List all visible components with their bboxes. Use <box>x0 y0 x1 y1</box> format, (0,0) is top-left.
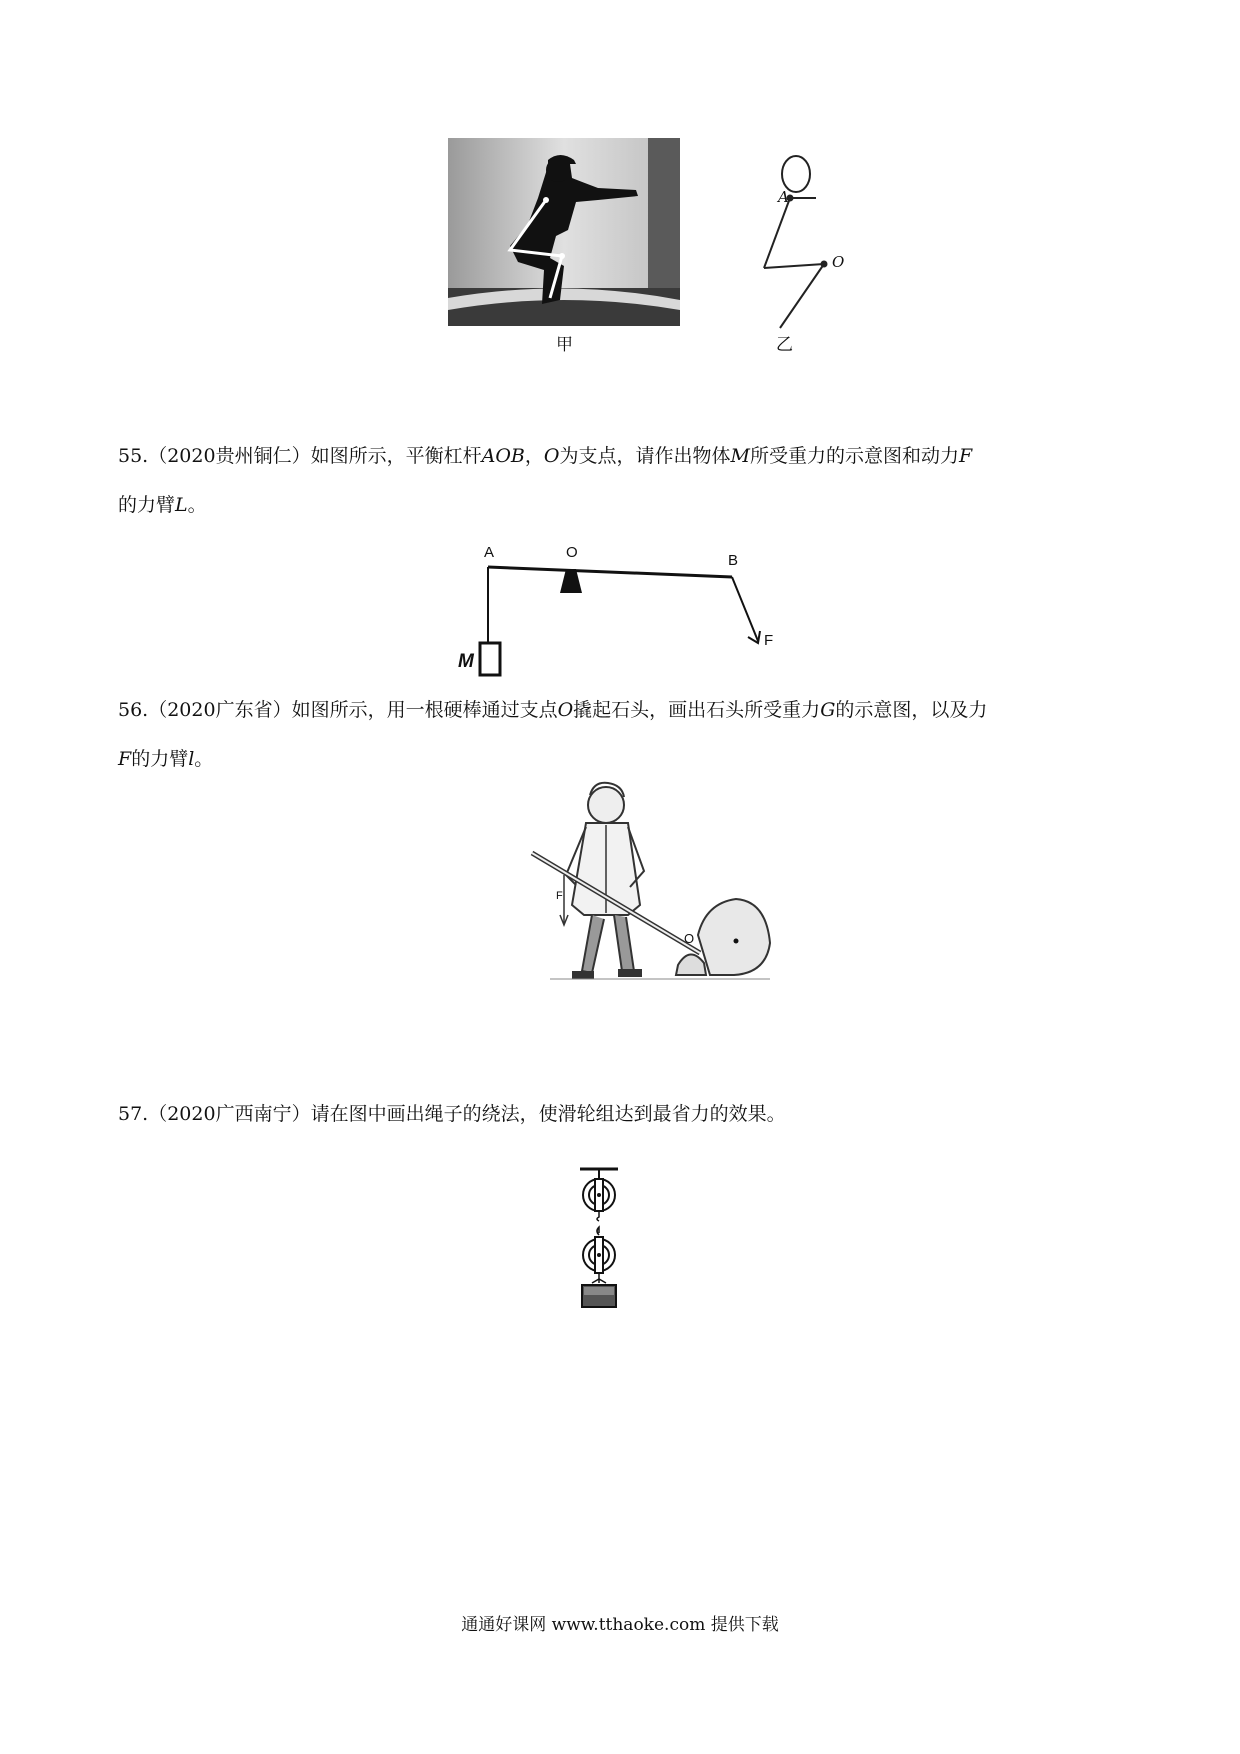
point-o-label: O <box>832 253 845 271</box>
q56-line-2b: 。 <box>194 748 214 770</box>
q56-text-1: 如图所示，用一根硬棒通过支点 <box>291 699 558 721</box>
pulley-block-diagram <box>568 1165 628 1325</box>
q57-line-1 <box>118 1100 786 1128</box>
figure-56-pry <box>530 775 780 995</box>
page-footer: 通通好课网 www.tthaoke.com 提供下载 <box>461 1615 779 1635</box>
q55-text-3: 所受重力的示意图和动力 <box>749 445 959 467</box>
figure-55-lever <box>450 535 790 685</box>
lever-label-a: A <box>484 544 495 561</box>
figure-54 <box>448 138 848 358</box>
q56-text-3: 的示意图，以及力 <box>835 699 988 721</box>
lever-label-b: B <box>728 552 739 569</box>
q55-comma: ， <box>524 445 544 467</box>
q57-source: （2020广西南宁） <box>148 1103 311 1125</box>
q55-line-2b: 。 <box>187 494 207 516</box>
q55-line-1 <box>118 442 972 470</box>
q56-f: F <box>118 748 132 770</box>
q55-l: L <box>175 494 188 516</box>
q56-l: l <box>188 748 195 770</box>
lever-label-o: O <box>566 544 578 561</box>
lever-label-m: M <box>458 651 474 672</box>
q55-aob: AOB <box>481 445 525 467</box>
q55-source: （2020贵州铜仁） <box>148 445 311 467</box>
pry-label-f: F <box>556 890 563 902</box>
q56-o: O <box>557 699 574 721</box>
q56-line-2a: 的力臂 <box>131 748 189 770</box>
q56-line-2 <box>118 745 213 773</box>
q57-number: 57. <box>118 1103 149 1125</box>
lever-aob-diagram <box>450 535 790 685</box>
q56-number: 56. <box>118 699 149 721</box>
q55-line-2a: 的力臂 <box>118 494 176 516</box>
q55-number: 55. <box>118 445 149 467</box>
q55-line-2 <box>118 491 207 519</box>
figure-57-pulley <box>568 1165 628 1325</box>
lever-label-f: F <box>764 632 774 649</box>
pry-label-o: O <box>684 931 695 946</box>
q55-text-1: 如图所示，平衡杠杆 <box>310 445 482 467</box>
man-prying-rock-illustration <box>530 775 780 995</box>
q56-source: （2020广东省） <box>148 699 292 721</box>
figure-jia-label: 甲 <box>556 335 573 355</box>
q56-line-1 <box>118 696 987 724</box>
q57-text: 请在图中画出绳子的绕法，使滑轮组达到最省力的效果。 <box>310 1103 786 1125</box>
lever-diagram-yi <box>728 148 848 348</box>
figure-yi-label: 乙 <box>776 335 793 355</box>
q55-o: O <box>543 445 560 467</box>
q55-text-2: 为支点，请作出物体 <box>559 445 731 467</box>
q56-text-2: 撬起石头，画出石头所受重力 <box>573 699 821 721</box>
q56-g: G <box>820 699 836 721</box>
point-a-label: A <box>778 188 789 206</box>
squat-photo <box>448 138 680 326</box>
q55-m: M <box>730 445 750 467</box>
q55-f: F <box>958 445 973 467</box>
